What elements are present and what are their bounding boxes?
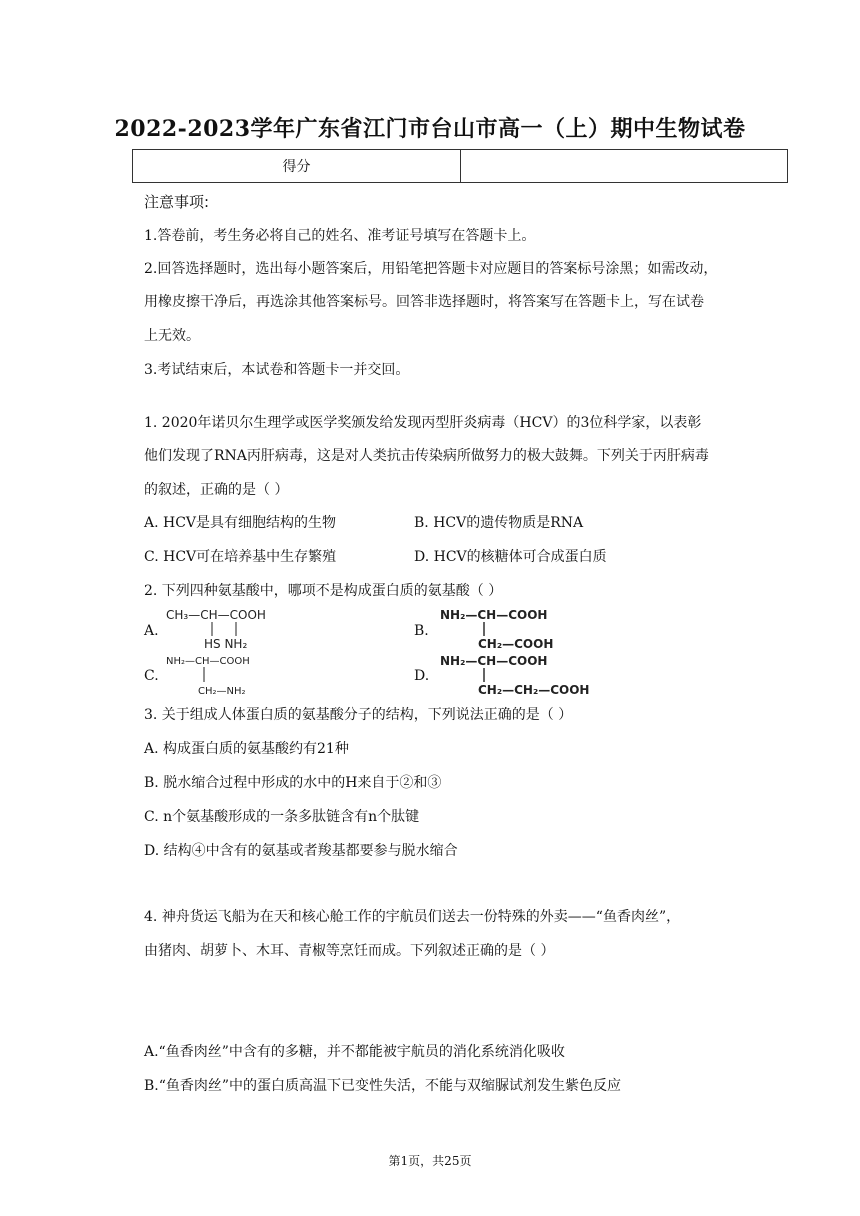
q2-formula-b [440,606,580,652]
q2-formula-a [166,606,296,652]
amino-structure-c-diagram [166,652,296,698]
formula-a-main: CH₃—CH—COOH [166,608,266,622]
score-value [461,150,787,182]
amino-structure-a-diagram [166,606,296,652]
q3-stem: 3. 关于组成人体蛋白质的氨基酸分子的结构，下列说法正确的是（ ） [144,707,573,723]
notice-line: 3.考试结束后，本试卷和答题卡一并交回。 [144,362,410,378]
q4-stem-line: 由猪肉、胡萝卜、木耳、青椒等烹饪而成。下列叙述正确的是（ ） [144,943,555,959]
q2-label-b: B. [414,623,429,639]
score-label: 得分 [133,150,461,182]
q2-formula-d [440,652,610,698]
notice-line: 上无效。 [144,328,200,344]
formula-d-side: CH₂—CH₂—COOH [478,683,590,697]
amino-structure-b-diagram [440,606,580,652]
q1-option-b: B. HCV的遗传物质是RNA [414,515,584,531]
q2-formula-c [166,652,296,698]
score-table [132,149,788,183]
q3-option-d: D. 结构④中含有的氨基或者羧基都要参与脱水缩合 [144,843,458,859]
q1-option-d: D. HCV的核糖体可合成蛋白质 [414,549,607,565]
q1-option-c: C. HCV可在培养基中生存繁殖 [144,549,337,565]
notice-heading: 注意事项: [144,193,210,211]
q1-stem-line: 他们发现了RNA丙肝病毒，这是对人类抗击传染病所做努力的极大鼓舞。下列关于丙肝病毒 [144,448,709,464]
formula-c-side: CH₂—NH₂ [198,686,246,697]
q4-option-a: A.“鱼香肉丝”中含有的多糖，并不都能被宇航员的消化系统消化吸收 [144,1044,565,1060]
q2-stem: 2. 下列四种氨基酸中，哪项不是构成蛋白质的氨基酸（ ） [144,583,503,599]
formula-a-side: HS NH₂ [204,637,248,651]
q3-option-c: C. n个氨基酸形成的一条多肽链含有n个肽键 [144,809,420,825]
q3-option-b: B. 脱水缩合过程中形成的水中的H来自于②和③ [144,775,442,791]
formula-b-side: CH₂—COOH [478,637,554,651]
notice-line: 2.回答选择题时，选出每小题答案后，用铅笔把答题卡对应题目的答案标号涂黑；如需改动， [144,261,718,277]
formula-d-main: NH₂—CH—COOH [440,654,548,668]
q3-option-a: A. 构成蛋白质的氨基酸约有21种 [144,741,349,757]
q2-label-c: C. [144,668,159,684]
q4-stem-line: 4. 神舟货运飞船为在天和核心舱工作的宇航员们送去一份特殊的外卖——“鱼香肉丝”， [144,909,681,925]
page-title: 2022-2023学年广东省江门市台山市高一（上）期中生物试卷 [114,116,746,142]
notice-line: 1.答卷前，考生务必将自己的姓名、准考证号填写在答题卡上。 [144,228,536,244]
page-footer: 第1页，共25页 [388,1154,472,1168]
q4-option-b: B.“鱼香肉丝”中的蛋白质高温下已变性失活，不能与双缩脲试剂发生紫色反应 [144,1078,622,1094]
q2-label-a: A. [144,623,159,639]
q1-option-a: A. HCV是具有细胞结构的生物 [144,515,337,531]
q1-stem-line: 的叙述，正确的是（ ） [144,482,289,498]
amino-structure-d-diagram [440,652,610,698]
formula-c-main: NH₂—CH—COOH [166,656,250,667]
formula-b-main: NH₂—CH—COOH [440,608,548,622]
q1-stem-line: 1. 2020年诺贝尔生理学或医学奖颁发给发现丙型肝炎病毒（HCV）的3位科学家，以表彰 [144,415,702,431]
q2-label-d: D. [414,668,430,684]
notice-line: 用橡皮擦干净后，再选涂其他答案标号。回答非选择题时，将答案写在答题卡上，写在试卷 [144,294,704,310]
